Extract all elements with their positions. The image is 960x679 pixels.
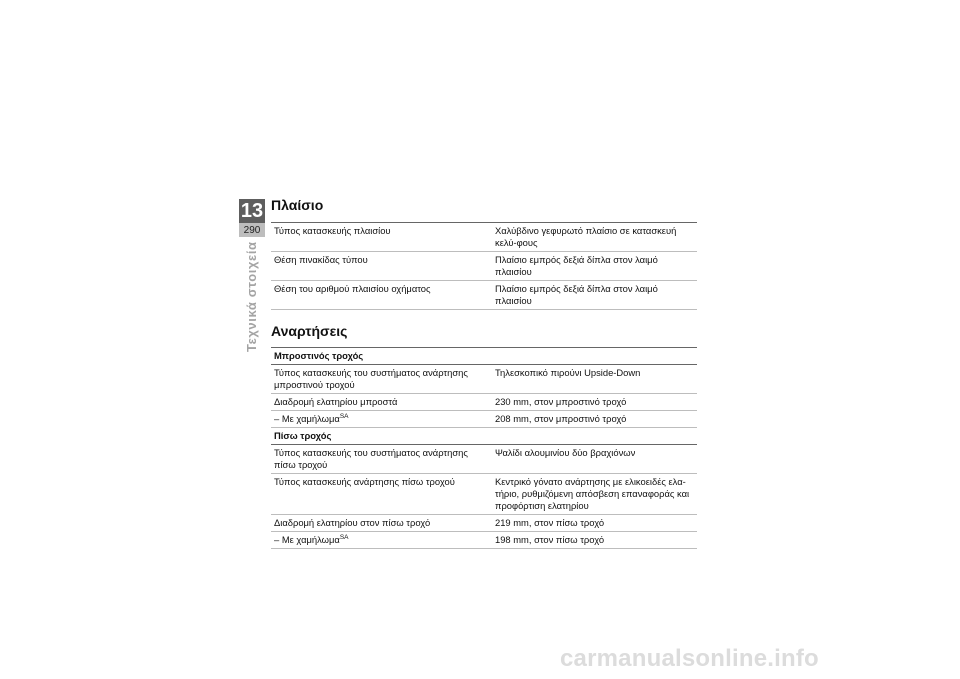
lowering-label: Με χαμήλωμα <box>281 534 340 545</box>
table-row <box>271 474 697 515</box>
dash: – <box>274 413 280 424</box>
sa-superscript: SA <box>339 534 349 541</box>
chapter-number: 13 <box>240 199 264 222</box>
row-label <box>271 532 489 549</box>
row-value: Χαλύβδινο γεφυρωτό πλαίσιο σε κατασκευή κελύ-φους <box>489 223 697 252</box>
page-number: 290 <box>239 223 265 237</box>
table-row <box>271 411 697 428</box>
table-row <box>271 445 697 474</box>
row-value: Πλαίσιο εμπρός δεξιά δίπλα στον λαιμό πλαισίου <box>489 252 697 281</box>
row-value: 208 mm, στον μπροστινό τροχό <box>489 411 697 428</box>
front-wheel-header: Μπροστινός τροχός <box>271 348 697 365</box>
table-subheader <box>271 348 697 365</box>
lowering-label: Με χαμήλωμα <box>281 413 340 424</box>
row-label: Τύπος κατασκευής του συστήματος ανάρτησης μπροστινού τροχού <box>271 365 489 394</box>
suspension-table <box>271 347 697 549</box>
table-row <box>271 223 697 252</box>
row-value: 230 mm, στον μπροστινό τροχό <box>489 394 697 411</box>
row-value: Πλαίσιο εμπρός δεξιά δίπλα στον λαιμό πλαισίου <box>489 281 697 310</box>
row-value: 219 mm, στον πίσω τροχό <box>489 515 697 532</box>
table-row <box>271 252 697 281</box>
row-label: Τύπος κατασκευής ανάρτησης πίσω τροχού <box>271 474 489 515</box>
row-label: Τύπος κατασκευής πλαισίου <box>271 223 489 252</box>
sa-superscript: SA <box>339 413 349 420</box>
rear-wheel-header: Πίσω τροχός <box>271 428 697 445</box>
row-label <box>271 411 489 428</box>
frame-table <box>271 222 697 310</box>
side-chapter-label: Τεχνικά στοιχεία <box>244 241 259 352</box>
watermark: carmanualsonline.info <box>560 645 819 672</box>
table-row <box>271 515 697 532</box>
row-value: Ψαλίδι αλουμινίου δύο βραχιόνων <box>489 445 697 474</box>
row-label: Διαδρομή ελατηρίου μπροστά <box>271 394 489 411</box>
row-label: Θέση πινακίδας τύπου <box>271 252 489 281</box>
row-label: Θέση του αριθμού πλαισίου οχήματος <box>271 281 489 310</box>
section-title-frame: Πλαίσιο <box>271 197 324 213</box>
table-subheader <box>271 428 697 445</box>
table-row <box>271 394 697 411</box>
row-value: 198 mm, στον πίσω τροχό <box>489 532 697 549</box>
row-value: Κεντρικό γόνατο ανάρτησης με ελικοειδές ελα-τήριο, ρυθμιζόμενη απόσβεση επαναφοράς και προφόρτιση ελατηρίου <box>489 474 697 515</box>
table-row <box>271 281 697 310</box>
row-label: Διαδρομή ελατηρίου στον πίσω τροχό <box>271 515 489 532</box>
row-label: Τύπος κατασκευής του συστήματος ανάρτησης πίσω τροχού <box>271 445 489 474</box>
page-content <box>271 197 697 549</box>
row-value: Τηλεσκοπικό πιρούνι Upside-Down <box>489 365 697 394</box>
section-title-suspension: Αναρτήσεις <box>271 323 348 339</box>
table-row <box>271 365 697 394</box>
table-row <box>271 532 697 549</box>
dash: – <box>274 534 280 545</box>
